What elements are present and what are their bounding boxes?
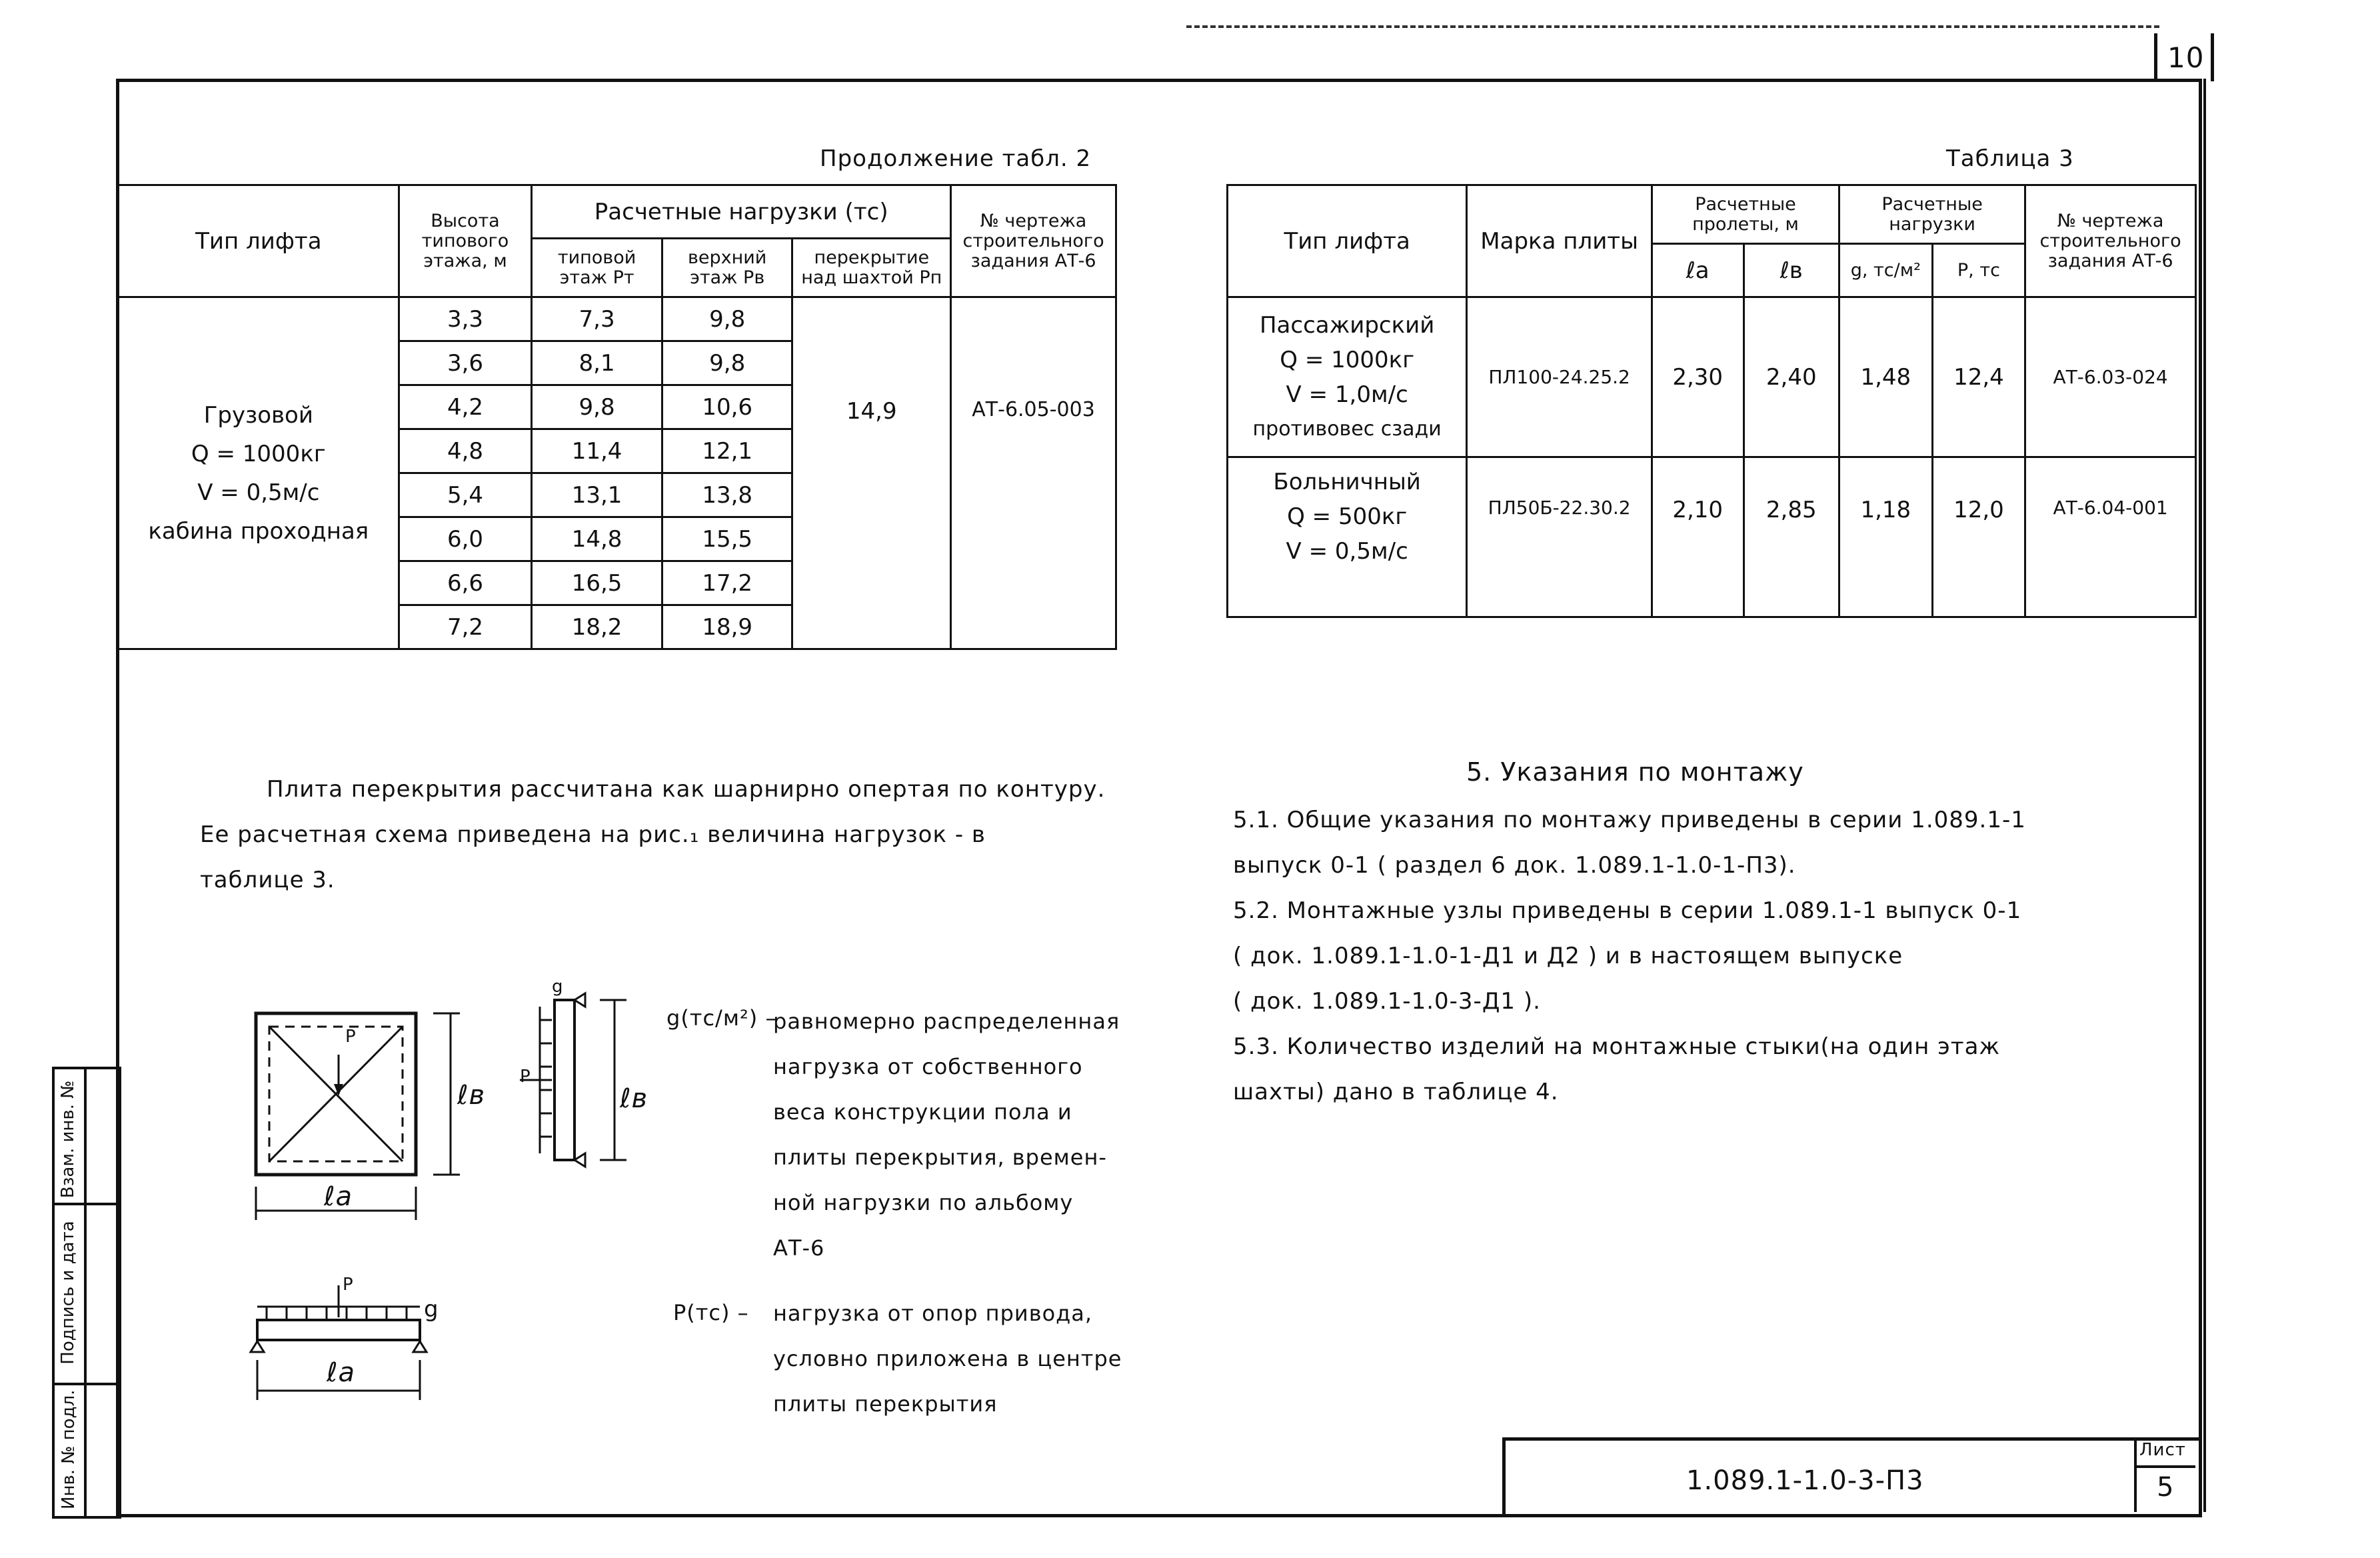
t2-pt: 7,3 xyxy=(532,297,662,341)
title-block-sheet-col xyxy=(2134,1437,2137,1512)
section-label-lb: ℓв xyxy=(620,1083,648,1114)
section-label-p: Р xyxy=(520,1067,531,1087)
t2-lift-cell: Грузовой Q = 1000кг V = 0,5м/с кабина проходная xyxy=(119,297,399,649)
beam-label-g: g xyxy=(424,1296,439,1323)
t3-head-mark: Марка плиты xyxy=(1467,185,1652,297)
t3-drawing: АТ-6.03-024 xyxy=(2025,297,2196,457)
t3-lb: 2,40 xyxy=(1744,297,1839,457)
slab-desc-line: таблице 3. xyxy=(200,867,335,893)
t2-pv: 13,8 xyxy=(662,473,792,517)
t2-head-overlap: перекрытие над шахтой Рп xyxy=(792,239,951,297)
t3-head-drawing: № чертежа строительного задания АТ-6 xyxy=(2025,185,2196,297)
t2-pv: 18,9 xyxy=(662,605,792,649)
stamp-vzam-inv: Взам. инв. № xyxy=(58,1080,78,1199)
top-dash-line xyxy=(1186,25,2159,31)
plan-label-p: Р xyxy=(345,1027,357,1047)
t2-h: 6,6 xyxy=(399,561,532,605)
t3-head-p: Р, тс xyxy=(1932,244,2025,297)
stamp-inv-podl: Инв. № подл. xyxy=(59,1389,79,1509)
t2-pv: 17,2 xyxy=(662,561,792,605)
legend-g-symbol: g(тс/м²) – xyxy=(666,1005,777,1031)
t3-head-spans: Расчетные пролеты, м xyxy=(1652,185,1839,244)
t2-drawing: АТ-6.05-003 xyxy=(951,297,1116,649)
plan-label-lb: ℓв xyxy=(457,1080,486,1111)
slab-section-diagram xyxy=(513,980,646,1180)
t3-head-lb: ℓв xyxy=(1744,244,1839,297)
t3-head-la: ℓa xyxy=(1652,244,1744,297)
t2-pv: 15,5 xyxy=(662,517,792,561)
slab-desc-line: Ее расчетная схема приведена на рис.₁ величина нагрузок - в xyxy=(200,821,986,848)
t2-pv: 9,8 xyxy=(662,297,792,341)
t2-h: 3,3 xyxy=(399,297,532,341)
title-block-sheet-number: 5 xyxy=(2157,1472,2175,1503)
t2-h: 4,8 xyxy=(399,429,532,473)
table3-caption: Таблица 3 xyxy=(1946,145,2074,172)
t2-pt: 8,1 xyxy=(532,341,662,385)
t2-h: 4,2 xyxy=(399,385,532,429)
t2-pp: 14,9 xyxy=(792,297,951,649)
frame-right-edge xyxy=(2195,79,2206,1512)
beam-label-la: ℓa xyxy=(327,1357,356,1388)
t2-pv: 10,6 xyxy=(662,385,792,429)
t2-pt: 14,8 xyxy=(532,517,662,561)
t2-head-floor-height: Высота типового этажа, м xyxy=(399,185,532,297)
t3-drawing: АТ-6.04-001 xyxy=(2025,457,2196,617)
t3-mark: ПЛ50Б-22.30.2 xyxy=(1467,457,1652,617)
t2-head-drawing: № чертежа строительного задания АТ-6 xyxy=(951,185,1116,297)
t3-head-g: g, тс/м² xyxy=(1839,244,1933,297)
table2 xyxy=(117,184,1117,650)
t2-pt: 13,1 xyxy=(532,473,662,517)
title-block-sheet-label: Лист xyxy=(2139,1440,2186,1460)
slab-description xyxy=(200,767,1146,903)
t3-mark: ПЛ100-24.25.2 xyxy=(1467,297,1652,457)
t2-head-lift-type: Тип лифта xyxy=(119,185,399,297)
t2-h: 3,6 xyxy=(399,341,532,385)
t3-p: 12,0 xyxy=(1932,457,2025,617)
t3-head-lift-type: Тип лифта xyxy=(1228,185,1467,297)
t3-lift-hospital: Больничный Q = 500кг V = 0,5м/с xyxy=(1228,457,1467,617)
t2-h: 7,2 xyxy=(399,605,532,649)
legend-g-text: равномерно распределенная нагрузка от собственного веса конструкции пола и плиты перекрытия, времен- ной нагрузки по альбому АТ-6 xyxy=(773,1009,1120,1261)
legend-p-symbol: Р(тс) – xyxy=(673,1300,749,1325)
t2-h: 6,0 xyxy=(399,517,532,561)
title-block-sheet-divider xyxy=(2137,1465,2195,1468)
title-block-code: 1.089.1-1.0-3-П3 xyxy=(1686,1465,1924,1496)
t3-la: 2,10 xyxy=(1652,457,1744,617)
t3-lb: 2,85 xyxy=(1744,457,1839,617)
t3-lift-passenger: Пассажирский Q = 1000кг V = 1,0м/с противовес сзади xyxy=(1228,297,1467,457)
t2-head-loads: Расчетные нагрузки (тс) xyxy=(532,185,951,239)
beam-label-p: Р xyxy=(343,1275,354,1295)
slab-desc-line: Плита перекрытия рассчитана как шарнирно опертая по контуру. xyxy=(267,776,1106,803)
t3-g: 1,18 xyxy=(1839,457,1933,617)
section-label-g: g xyxy=(552,977,564,997)
t2-pt: 16,5 xyxy=(532,561,662,605)
table3 xyxy=(1226,184,2197,618)
t2-pt: 9,8 xyxy=(532,385,662,429)
t3-head-loads: Расчетные нагрузки xyxy=(1839,185,2025,244)
section5-text: 5.1. Общие указания по монтажу приведены в серии 1.089.1-1 выпуск 0-1 ( раздел 6 док. 1.089.1-1.0-1-П3). 5.2. Монтажные узлы приведены в серии 1.089.1-1 выпуск 0-1 ( док. 1.089.1-1.0-1-Д1 и Д2 ) и в настоящем выпуске ( док. 1.089.1-1.0-3-Д1 ). 5.3. Количество изделий на монтажные стыки(на один этаж шахты) дано в таблице 4. xyxy=(1233,807,2026,1105)
t2-head-typical-floor: типовой этаж Рт xyxy=(532,239,662,297)
t2-pv: 9,8 xyxy=(662,341,792,385)
section5-title: 5. Указания по монтажу xyxy=(1466,757,1804,787)
stamp-signature-date: Подпись и дата xyxy=(58,1221,78,1365)
legend-p-text: нагрузка от опор привода, условно приложена в центре плиты перекрытия xyxy=(773,1301,1122,1417)
slab-plan-diagram xyxy=(240,993,493,1233)
t3-p: 12,4 xyxy=(1932,297,2025,457)
t3-la: 2,30 xyxy=(1652,297,1744,457)
page-number: 10 xyxy=(2167,41,2205,74)
table2-caption: Продолжение табл. 2 xyxy=(820,145,1092,172)
t2-head-top-floor: верхний этаж Рв xyxy=(662,239,792,297)
t3-g: 1,48 xyxy=(1839,297,1933,457)
plan-label-la: ℓa xyxy=(324,1181,353,1212)
side-stamp xyxy=(52,1067,121,1519)
t2-h: 5,4 xyxy=(399,473,532,517)
t2-pt: 11,4 xyxy=(532,429,662,473)
t2-pt: 18,2 xyxy=(532,605,662,649)
t2-pv: 12,1 xyxy=(662,429,792,473)
